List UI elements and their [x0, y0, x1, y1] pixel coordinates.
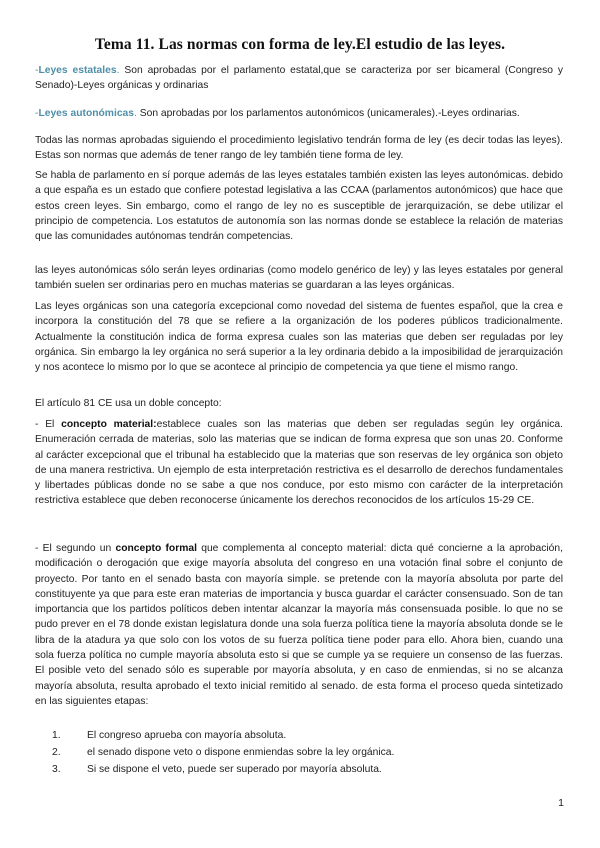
bullet-prefix: -: [35, 108, 39, 119]
page-title: Tema 11. Las normas con forma de ley.El estudio de las leyes.: [94, 36, 506, 53]
paragraph-2: Se habla de parlamento en sí porque además de las leyes estatales también existen las leyes autonómicas. debido a que españa es un estado que confiere potestad legislativa a las CCAA (parlamentos autonómicos) que hace que estos creen leyes. Sin embargo, como el rango de ley no es susceptible de jerarquización, se debe utilizar el principio de competencia. Los estatutos de autonomía son las normas donde se establece la relación de materias que las comunidades autónomas tendrán competencias.: [35, 170, 563, 243]
steps-list: [35, 727, 563, 778]
list-number: 1.: [52, 730, 61, 741]
term-dot: .: [134, 108, 137, 119]
paragraph-text: Son aprobadas por el parlamento estatal,que se caracteriza por ser bicameral (Congreso y Senado)-Leyes orgánicas y ordinarias: [35, 65, 564, 92]
term-leyes-estatales: Leyes estatales: [38, 65, 117, 76]
list-number: 2.: [52, 747, 61, 758]
page-number: 1: [558, 797, 564, 809]
paragraph-3: las leyes autonómicas sólo serán leyes ordinarias (como modelo genérico de ley) y las leyes estatales por general también suelen ser ordinarias pero en muchas materias se guardaran a las leyes orgánicas.: [35, 265, 563, 292]
paragraph-1: Todas las normas aprobadas siguiendo el procedimiento legislativo tendrán forma de ley (es decir todas las leyes). Estas son normas que además de tener rango de ley también tiene forma de ley.: [35, 135, 563, 162]
paragraph-leyes-estatales: [35, 63, 563, 94]
term-concepto-formal: concepto formal: [115, 543, 197, 554]
paragraph-text: que complementa al concepto material: dicta qué concierne a la aprobación, modificación o derogación que exige mayoría absoluta del congreso en una votación final sobre el conjunto de proyecto. Por tanto en el senado basta con mayoría simple. se pretende con la mayoría absoluta por parte del constituyente ya que para este eran materias de importancia y busca guardar el carácter consensuado. Son de tan importancia que los partidos políticos deben intentar alcanzar la mayoría más consensuada posible. lo que no se pudo prever en el 78 donde existan legislatura donde una sola fuerza política tiene la mayoría absoluta donde se le libra de la atadura ya que solo con los votos de su fuerza política tiene poder para ello. Ahora bien, cuando una sola fuerza política no cumple mayoría absoluta esto si que se cumple ya se requiere un consenso de las fuerzas. El posible veto del senado sólo es superable por mayoría absoluta, y en caso de enmiendas, si no se alcanza mayoría absoluta, resulta aprobado el texto inicial remitido al senado. de esta forma el proceso queda sintetizado en las siguientes etapas:: [35, 543, 563, 707]
term-leyes-autonomicas: Leyes autonómicas: [38, 108, 135, 119]
paragraph-concepto-material: [35, 417, 563, 509]
bullet-prefix: -: [35, 65, 39, 76]
list-item: [35, 761, 563, 778]
paragraph-text: establece cuales son las materias que deben ser reguladas según ley orgánica. Enumeración cerrada de materias, solo las materias que se indican de forma expresa que son unas 20. Conforme al carácter excepcional que el tribunal ha establecido que la materias que son reservas de ley orgánica son objeto de una manera restrictiva. Un ejemplo de esta interpretación restrictiva es el desarrollo de derechos fundamentales y libertades públicas donde no se sabe a que nos conduce, por esto mismo con carácter de la interpretación restrictiva establece que deben reconocerse únicamente los derechos reconocidos de los artículos 15-29 CE.: [35, 419, 564, 507]
paragraph-concepto-formal: [35, 541, 563, 709]
list-text: El congreso aprueba con mayoría absoluta.: [87, 730, 287, 741]
list-number: 3.: [52, 764, 61, 775]
term-dot: .: [116, 65, 120, 76]
term-concepto-material: concepto material:: [61, 419, 157, 430]
paragraph-4: Las leyes orgánicas son una categoría excepcional como novedad del sistema de fuentes español, que la crea e incorpora la constitución del 78 que se refiere a la organización de los poderes públicos tradicionalmente. Actualmente la constitución indica de forma expresa cuales son las materias que deben ser reguladas por ley orgánica. Sin embargo la ley orgánica no será superior a la ley ordinaria debido a la imposibilidad de jerarquización y nos acontece lo mismo por lo que se acontece al principio de competencia ya que tiene el mismo rango.: [35, 301, 563, 374]
paragraph-prefix: - El segundo un: [35, 543, 116, 554]
list-text: el senado dispone veto o dispone enmiendas sobre la ley orgánica.: [87, 747, 395, 758]
paragraph-text: Son aprobadas por los parlamentos autonómicos (unicamerales).-Leyes ordinarias.: [136, 108, 520, 119]
list-item: [35, 727, 563, 744]
list-text: Si se dispone el veto, puede ser superado por mayoría absoluta.: [87, 764, 382, 775]
paragraph-prefix: - El: [35, 419, 62, 430]
list-item: [35, 744, 563, 761]
paragraph-leyes-autonomicas: [35, 106, 563, 121]
paragraph-5: El artículo 81 CE usa un doble concepto:: [35, 398, 222, 409]
